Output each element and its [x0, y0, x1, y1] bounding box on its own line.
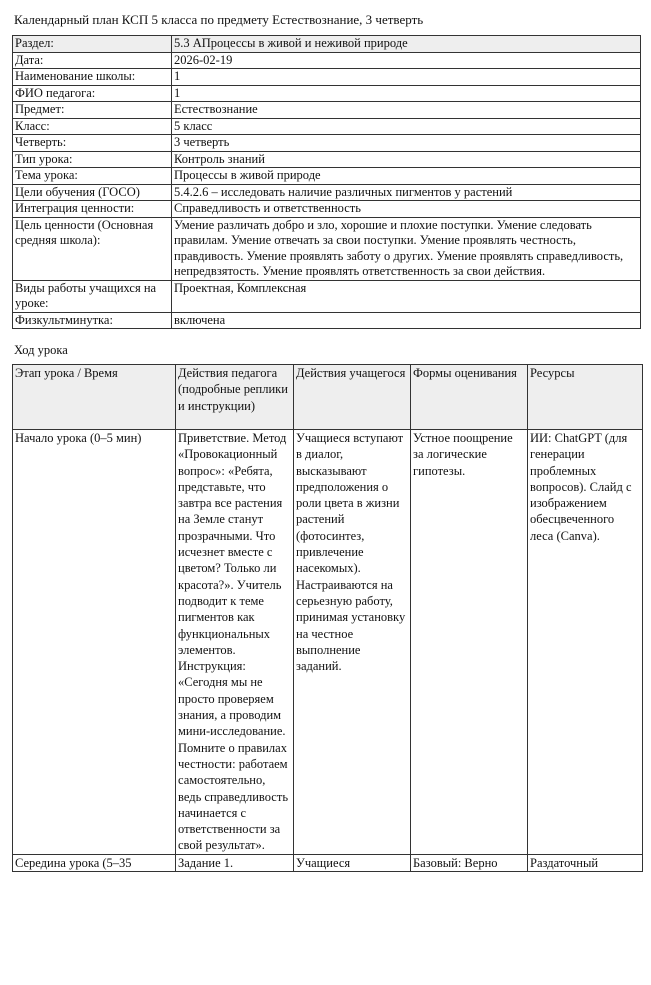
table-cell: Учащиеся вступают в диалог, высказывают предположения о роли цвета в жизни растений (фотосинтез, привлечение насекомых). Настраиваются на серьезную работу, принимая установку на честное выполнение заданий. [294, 430, 411, 855]
info-row-school [13, 69, 641, 86]
info-row-grade [13, 118, 641, 135]
table-row [13, 430, 643, 855]
info-label: Класс: [13, 118, 172, 135]
info-value: Справедливость и ответственность [172, 201, 641, 218]
info-value: 5.3 АПроцессы в живой и неживой природе [172, 36, 641, 53]
table-cell: Раздаточный [528, 854, 643, 871]
info-row-fizminutka [13, 312, 641, 329]
info-row-topic [13, 168, 641, 185]
table-cell: Задание 1. [176, 854, 294, 871]
table-cell: Базовый: Верно [411, 854, 528, 871]
info-label: Цели обучения (ГОСО) [13, 184, 172, 201]
info-label: Четверть: [13, 135, 172, 152]
info-label: Тип урока: [13, 151, 172, 168]
info-value: Процессы в живой природе [172, 168, 641, 185]
lesson-table-header [13, 365, 643, 430]
info-label: Цель ценности (Основная средняя школа): [13, 217, 172, 280]
info-row-teacher [13, 85, 641, 102]
info-row-value-integration [13, 201, 641, 218]
page-title: Календарный план КСП 5 класса по предмету Естествознание, 3 четверть [14, 12, 424, 27]
info-value: 1 [172, 69, 641, 86]
info-value: Проектная, Комплексная [172, 280, 641, 312]
info-value: 3 четверть [172, 135, 641, 152]
info-row-lesson-type [13, 151, 641, 168]
info-label: Дата: [13, 52, 172, 69]
lesson-flow-table [12, 364, 643, 872]
info-value: 1 [172, 85, 641, 102]
column-header: Ресурсы [528, 365, 643, 430]
info-value: Естествознание [172, 102, 641, 119]
lesson-info-table [12, 35, 641, 329]
info-label: Физкультминутка: [13, 312, 172, 329]
info-label: Виды работы учащихся на уроке: [13, 280, 172, 312]
table-cell: Устное поощрение за логические гипотезы. [411, 430, 528, 855]
info-label: Наименование школы: [13, 69, 172, 86]
info-label: Тема урока: [13, 168, 172, 185]
info-row-goals [13, 184, 641, 201]
info-row-quarter [13, 135, 641, 152]
table-cell: Приветствие. Метод «Провокационный вопрос»: «Ребята, представьте, что завтра все растения на Земле станут прозрачными. Что исчезнет вместе с цветом? Только ли красота?». Учитель подводит к теме пигментов как функциональных элементов. Инструкция: «Сегодня мы не просто проверяем знания, а проводим мини-исследование. Помните о правилах честности: работаем самостоятельно, ведь справедливость начинается с ответственности за свой результат». [176, 430, 294, 855]
info-label: Раздел: [13, 36, 172, 53]
info-row-section [13, 36, 641, 53]
info-row-subject [13, 102, 641, 119]
table-cell: Учащиеся [294, 854, 411, 871]
info-label: ФИО педагога: [13, 85, 172, 102]
table-cell: ИИ: ChatGPT (для генерации проблемных вопросов). Слайд с изображением обесцвеченного леса (Canva). [528, 430, 643, 855]
table-row [13, 854, 643, 871]
info-value: Контроль знаний [172, 151, 641, 168]
info-row-date [13, 52, 641, 69]
info-row-work-types [13, 280, 641, 312]
column-header: Действия учащегося [294, 365, 411, 430]
column-header: Действия педагога (подробные реплики и инструкции) [176, 365, 294, 430]
info-label: Предмет: [13, 102, 172, 119]
info-value: 5 класс [172, 118, 641, 135]
info-value: 2026-02-19 [172, 52, 641, 69]
info-row-value-goal [13, 217, 641, 280]
column-header: Формы оценивания [411, 365, 528, 430]
table-cell: Середина урока (5–35 [13, 854, 176, 871]
table-cell: Начало урока (0–5 мин) [13, 430, 176, 855]
info-label: Интеграция ценности: [13, 201, 172, 218]
section-label: Ход урока [14, 343, 68, 357]
column-header: Этап урока / Время [13, 365, 176, 430]
info-value: 5.4.2.6 – исследовать наличие различных пигментов у растений [172, 184, 641, 201]
info-value: Умение различать добро и зло, хорошие и плохие поступки. Умение следовать правилам. Умение отвечать за свои поступки. Умение проявлять честность, правдивость. Умение проявлять заботу о других. Умение проявлять справедливость, непредвзятость. Умение проявлять ответственность за свои действия. [172, 217, 641, 280]
info-value: включена [172, 312, 641, 329]
